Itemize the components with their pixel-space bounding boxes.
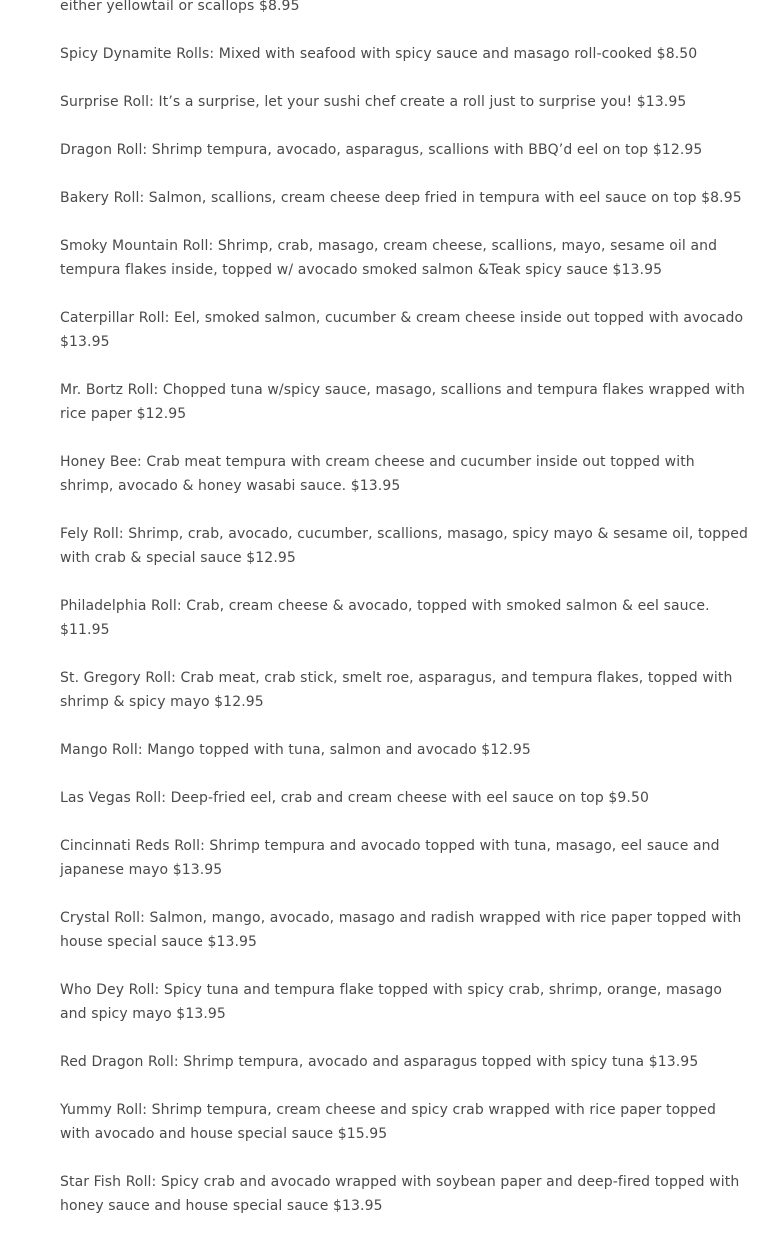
menu-item: Philadelphia Roll: Crab, cream cheese & avocado, topped with smoked salmon & eel sauce. $11.95	[60, 598, 710, 638]
menu-item: Las Vegas Roll: Deep-fried eel, crab and cream cheese with eel sauce on top $9.50	[60, 790, 649, 806]
menu-item: Mango Roll: Mango topped with tuna, salmon and avocado $12.95	[60, 742, 531, 758]
menu-item: either yellowtail or scallops $8.95	[60, 0, 300, 14]
menu-item: Mr. Bortz Roll: Chopped tuna w/spicy sauce, masago, scallions and tempura flakes wrapped with rice paper $12.95	[60, 382, 745, 422]
menu-item: St. Gregory Roll: Crab meat, crab stick, smelt roe, asparagus, and tempura flakes, topped with shrimp & spicy mayo $12.95	[60, 670, 733, 710]
menu-item: Spicy Dynamite Rolls: Mixed with seafood with spicy sauce and masago roll-cooked $8.50	[60, 46, 698, 62]
menu-item: Red Dragon Roll: Shrimp tempura, avocado and asparagus topped with spicy tuna $13.95	[60, 1054, 699, 1070]
menu-item: Who Dey Roll: Spicy tuna and tempura flake topped with spicy crab, shrimp, orange, masago and spicy mayo $13.95	[60, 982, 723, 1022]
menu-item: Smoky Mountain Roll: Shrimp, crab, masago, cream cheese, scallions, mayo, sesame oil and tempura flakes inside, topped w/ avocado smoked salmon &Teak spicy sauce $13.95	[60, 238, 718, 278]
menu-item: Cincinnati Reds Roll: Shrimp tempura and avocado topped with tuna, masago, eel sauce and japanese mayo $13.95	[60, 838, 720, 878]
menu-item: Star Fish Roll: Spicy crab and avocado wrapped with soybean paper and deep-fired topped with honey sauce and house special sauce $13.95	[60, 1174, 740, 1214]
menu-item: Dragon Roll: Shrimp tempura, avocado, asparagus, scallions with BBQ’d eel on top $12.95	[60, 142, 703, 158]
menu-item: Yummy Roll: Shrimp tempura, cream cheese and spicy crab wrapped with rice paper topped with avocado and house special sauce $15.95	[60, 1102, 716, 1142]
menu-item: Bakery Roll: Salmon, scallions, cream cheese deep fried in tempura with eel sauce on top $8.95	[60, 190, 742, 206]
menu-list	[60, 0, 750, 1242]
menu-item: Surprise Roll: It’s a surprise, let your sushi chef create a roll just to surprise you! $13.95	[60, 94, 687, 110]
menu-item: Crystal Roll: Salmon, mango, avocado, masago and radish wrapped with rice paper topped with house special sauce $13.95	[60, 910, 742, 950]
menu-item: Caterpillar Roll: Eel, smoked salmon, cucumber & cream cheese inside out topped with avocado $13.95	[60, 310, 744, 350]
menu-item: Honey Bee: Crab meat tempura with cream cheese and cucumber inside out topped with shrimp, avocado & honey wasabi sauce. $13.95	[60, 454, 695, 494]
menu-item: Fely Roll: Shrimp, crab, avocado, cucumber, scallions, masago, spicy mayo & sesame oil, topped with crab & special sauce $12.95	[60, 526, 748, 566]
